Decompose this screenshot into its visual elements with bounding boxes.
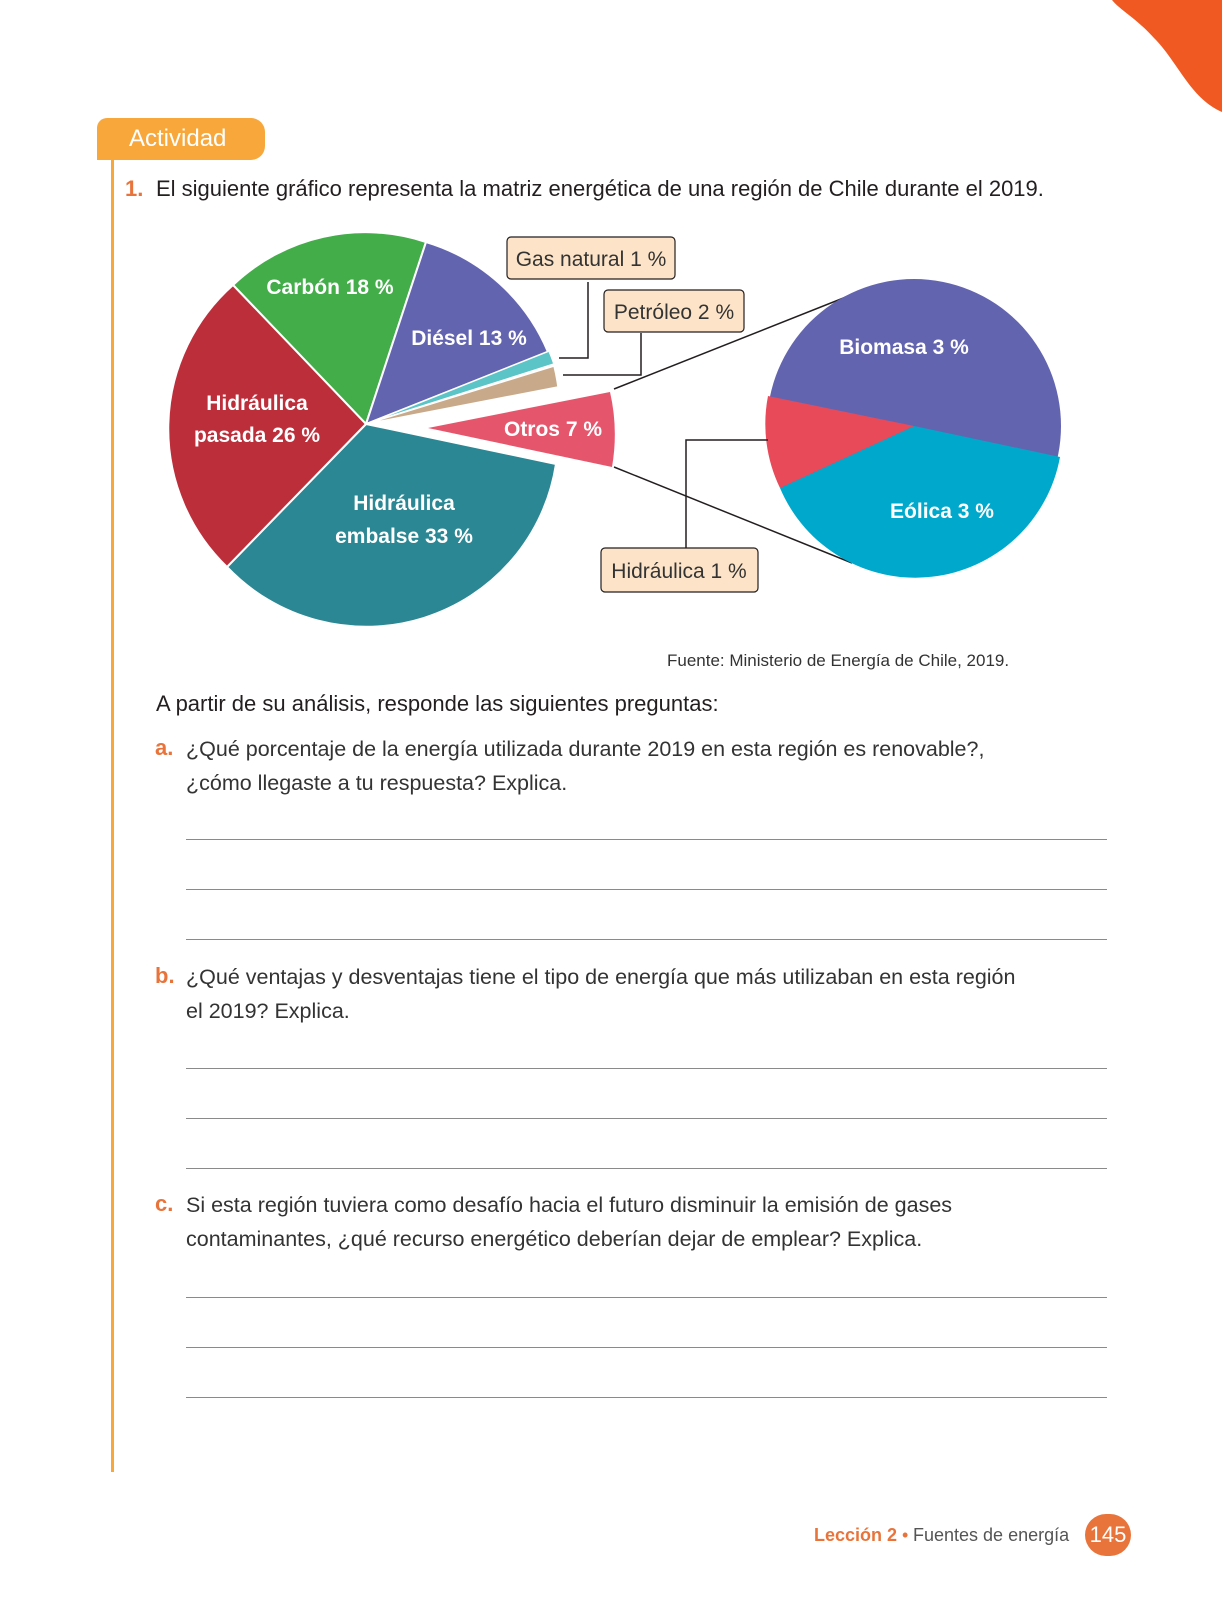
item-c-letter: c.: [155, 1191, 174, 1216]
callout-hidraulica-line: [686, 440, 768, 548]
label-hidraulica-pasada-1: Hidráulica: [206, 392, 308, 415]
label-carbon: Carbón 18 %: [266, 276, 394, 299]
label-hidraulica-pasada-2: pasada 26 %: [193, 424, 321, 447]
item-a-text: [186, 732, 1066, 800]
label-gas-natural: Gas natural 1 %: [515, 248, 667, 271]
item-a-letter: a.: [155, 735, 174, 760]
item-b-text: [186, 960, 1066, 1028]
callout-gas-line: [559, 282, 588, 358]
label-hidraulica-embalse-1: Hidráulica: [353, 492, 455, 515]
footer-lesson: Lección 2: [814, 1525, 898, 1545]
question-text: El siguiente gráfico representa la matriz energética de una región de Chile durante el 2019.: [156, 176, 1044, 201]
questions-prompt: A partir de su análisis, responde las siguientes preguntas:: [156, 691, 719, 716]
answer-b-line-3[interactable]: [186, 1168, 1107, 1169]
item-b-line2: el 2019? Explica.: [186, 999, 350, 1023]
chart-source: Fuente: Ministerio de Energía de Chile, 2019.: [667, 651, 1010, 670]
footer-topic: Fuentes de energía: [913, 1525, 1070, 1545]
item-a-line2: ¿cómo llegaste a tu respuesta? Explica.: [186, 771, 568, 795]
label-eolica: Eólica 3 %: [890, 500, 994, 523]
callout-petroleo-line: [563, 333, 641, 375]
item-c-line2: contaminantes, ¿qué recurso energético deberían dejar de emplear? Explica.: [186, 1227, 923, 1251]
answer-a-line-1[interactable]: [186, 839, 1107, 840]
answer-b-line-1[interactable]: [186, 1068, 1107, 1069]
label-biomasa: Biomasa 3 %: [839, 336, 969, 359]
answer-c-line-3[interactable]: [186, 1397, 1107, 1398]
answer-c-line-1[interactable]: [186, 1297, 1107, 1298]
energy-matrix-chart: [0, 0, 1222, 640]
secondary-pie: [765, 279, 1061, 578]
answer-a-line-3[interactable]: [186, 939, 1107, 940]
label-diesel: Diésel 13 %: [411, 327, 527, 350]
item-b-line1: ¿Qué ventajas y desventajas tiene el tipo de energía que más utilizaban en esta región: [186, 965, 1016, 989]
page-number: 145: [1085, 1514, 1131, 1556]
answer-b-line-2[interactable]: [186, 1118, 1107, 1119]
activity-tag: Actividad: [97, 118, 265, 160]
answer-c-line-2[interactable]: [186, 1347, 1107, 1348]
label-hidraulica-small: Hidráulica 1 %: [611, 560, 747, 583]
footer-separator: •: [902, 1525, 909, 1545]
item-b-letter: b.: [155, 963, 175, 988]
label-petroleo: Petróleo 2 %: [613, 301, 735, 324]
item-c-line1: Si esta región tuviera como desafío hacia el futuro disminuir la emisión de gases: [186, 1193, 953, 1217]
label-hidraulica-embalse-2: embalse 33 %: [335, 525, 473, 548]
item-c-text: [186, 1188, 1066, 1256]
question-number: 1.: [125, 176, 144, 201]
answer-a-line-2[interactable]: [186, 889, 1107, 890]
label-otros: Otros 7 %: [503, 418, 603, 441]
item-a-line1: ¿Qué porcentaje de la energía utilizada durante 2019 en esta región es renovable?,: [186, 737, 985, 761]
